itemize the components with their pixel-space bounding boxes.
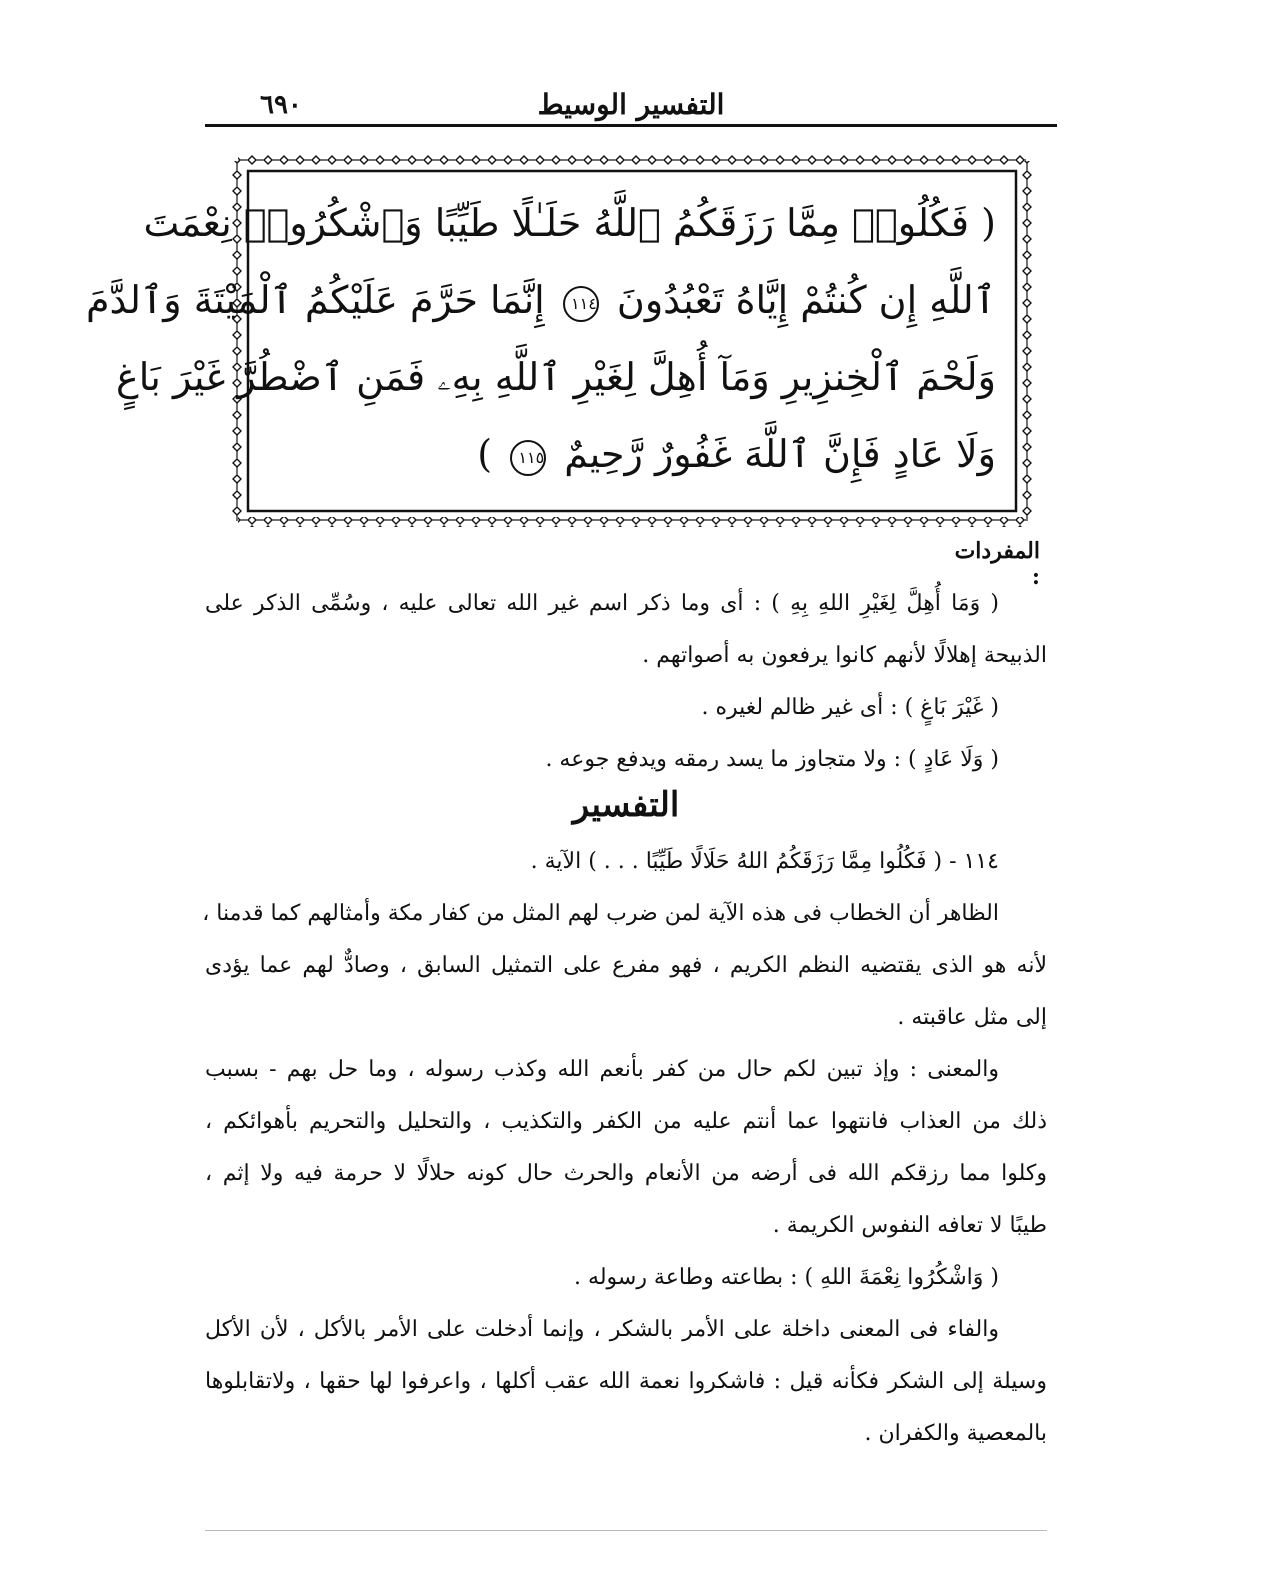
bottom-rule xyxy=(205,1530,1047,1531)
ayah-number-marker: ١١٤ xyxy=(563,286,599,322)
tafsir-heading: التفسير xyxy=(572,785,680,825)
gloss-line: ( وَاشْكُرُوا نِعْمَةَ اللهِ ) : بطاعته وطاعة رسوله . xyxy=(574,1265,999,1290)
running-title: التفسير الوسيط xyxy=(537,88,725,121)
verse-line: ( فَكُلُوا۟ مِمَّا رَزَقَكُمُ ٱللَّهُ حَلَـٰلًا طَيِّبًا وَٱشْكُرُوا۟ نِعْمَتَ xyxy=(143,201,996,245)
paragraph-line: بالمعصية والكفران . xyxy=(864,1421,1047,1446)
paragraph-line: والمعنى : وإذ تبين لكم حال من كفر بأنعم الله وكذب رسوله ، وما حل بهم - بسبب xyxy=(205,1057,999,1082)
header-rule xyxy=(205,124,1057,127)
vocabulary-label: المفردات : xyxy=(954,538,1040,590)
paragraph-line: والفاء فى المعنى داخلة على الأمر بالشكر ، وإنما أدخلت على الأمر بالأكل ، لأن الأكل xyxy=(205,1317,999,1342)
ayah-number-marker: ١١٥ xyxy=(510,440,546,476)
verse-line: وَلَا عَادٍ فَإِنَّ ٱللَّهَ غَفُورٌ رَّحِيمٌ ١١٥ ) xyxy=(477,432,996,476)
tafsir-body xyxy=(202,836,1047,1460)
paragraph-line: وكلوا مما رزقكم الله فى أرضه من الأنعام والحرث حال كونه حلالًا لا حرمة فيه ولا إثم ، xyxy=(205,1161,1047,1186)
quran-verse xyxy=(85,185,1008,510)
verse-reference: ١١٤ - ( فَكُلُوا مِمَّا رَزَقَكُمُ اللهُ حَلَالًا طَيِّبًا . . . ) الآية . xyxy=(530,849,999,874)
vocabulary-entry: ( وَلَا عَادٍ ) : ولا متجاوز ما يسد رمقه ويدفع جوعه . xyxy=(545,747,999,772)
paragraph-line: ذلك من العذاب فانتهوا عما أنتم عليه من الكفر والتكذيب ، والتحليل والتحريم بأهوائكم ، xyxy=(205,1109,1047,1134)
paragraph-line: الظاهر أن الخطاب فى هذه الآية لمن ضرب لهم المثل من كفار مكة وأمثالهم كما قدمنا ، xyxy=(202,901,999,926)
vocabulary-entries xyxy=(205,578,1047,786)
verse-line: وَلَحْمَ ٱلْخِنزِيرِ وَمَآ أُهِلَّ لِغَيْرِ ٱللَّهِ بِهِۦ فَمَنِ ٱضْطُرَّ غَيْرَ بَاغٍ xyxy=(116,355,996,399)
paragraph-line: وسيلة إلى الشكر فكأنه قيل : فاشكروا نعمة الله عقب أكلها ، واعرفوا لها حقها ، ولاتقابلوها xyxy=(205,1369,1047,1394)
verse-line: ٱللَّهِ إِن كُنتُمْ إِيَّاهُ تَعْبُدُونَ ١١٤ إِنَّمَا حَرَّمَ عَلَيْكُمُ ٱلْمَيْتَةَ وَٱلدَّمَ xyxy=(85,278,996,322)
vocabulary-entry: ( غَيْرَ بَاغٍ ) : أى غير ظالم لغيره . xyxy=(701,695,999,720)
paragraph-line: لأنه هو الذى يقتضيه النظم الكريم ، فهو مفرع على التمثيل السابق ، وصادٌّ لهم عما يؤدى xyxy=(205,953,1047,978)
vocabulary-entry: ( وَمَا أُهِلَّ لِغَيْرِ اللهِ بِهِ ) : أى وما ذكر اسم غير الله تعالى عليه ، وسُمِّى الذكر على xyxy=(205,591,999,616)
page-number: ٦٩٠ xyxy=(260,90,302,120)
vocabulary-entry: الذبيحة إهلالًا لأنهم كانوا يرفعون به أصواتهم . xyxy=(642,643,1047,668)
paragraph-line: إلى مثل عاقبته . xyxy=(897,1005,1047,1030)
page-header xyxy=(205,84,1057,126)
paragraph-line: طيبًا لا تعافه النفوس الكريمة . xyxy=(772,1213,1047,1238)
